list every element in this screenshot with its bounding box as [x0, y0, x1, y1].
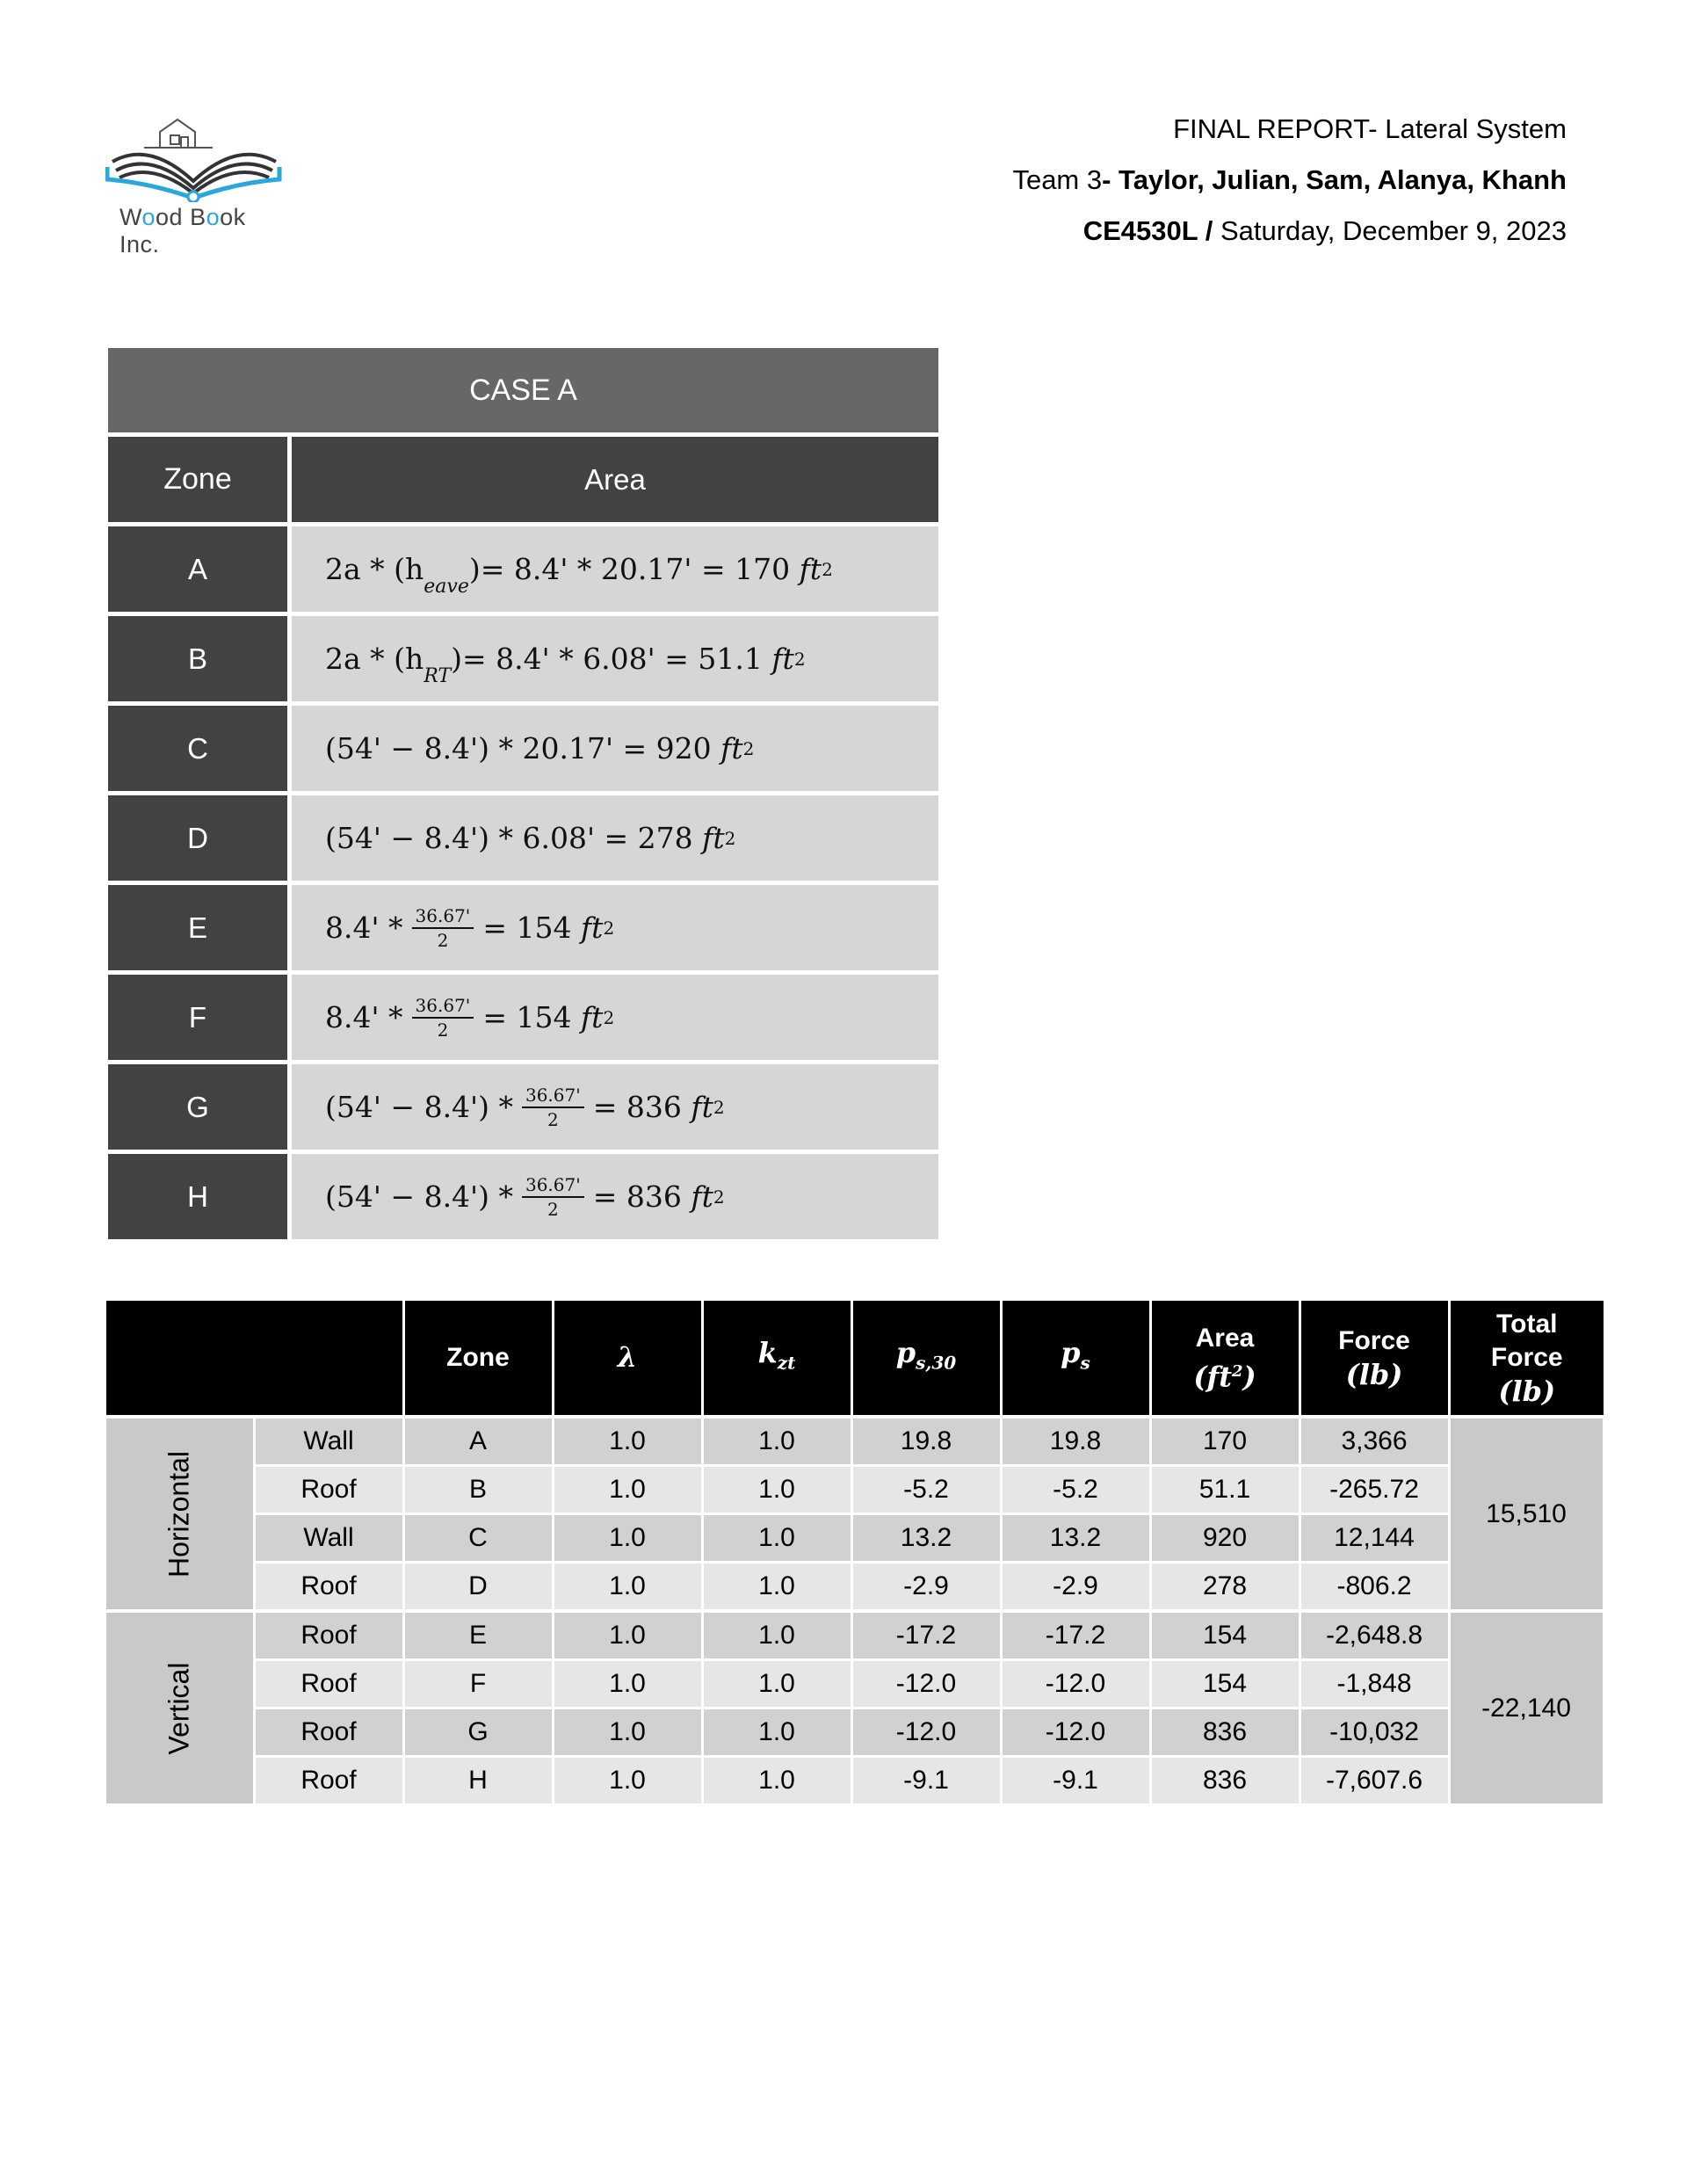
area-col-header: Area $(ft^2)$	[1150, 1301, 1300, 1417]
force-cell: 3,366	[1300, 1417, 1449, 1466]
case-a-title: CASE A	[108, 348, 938, 432]
area-header: Area	[292, 437, 938, 522]
zone-cell: F	[108, 975, 287, 1060]
zone-cell: E	[108, 885, 287, 970]
zone-cell: B	[403, 1466, 553, 1514]
table-row	[106, 1466, 1604, 1514]
total-force-horizontal: 15,510	[1449, 1417, 1604, 1611]
ps-cell: 19.8	[1001, 1417, 1150, 1466]
force-cell: -2,648.8	[1300, 1611, 1449, 1660]
fraction: $\frac{36.67'}{2}$	[522, 1084, 584, 1131]
logo-wordmark: Wood Book Inc.	[119, 204, 246, 258]
surface-cell: Roof	[254, 1466, 403, 1514]
kzt-cell: 1.0	[702, 1611, 851, 1660]
force-cell: -806.2	[1300, 1563, 1449, 1612]
kzt-cell: 1.0	[702, 1660, 851, 1709]
fraction: $\frac{36.67'}{2}$	[412, 904, 474, 952]
area-formula: (54' − 8.4') * 6.08' = 278 ft 2	[292, 795, 938, 881]
force-cell: -7,607.6	[1300, 1757, 1449, 1804]
lambda-col-header: λ	[553, 1301, 702, 1417]
report-title: FINAL REPORT- Lateral System	[1173, 113, 1567, 144]
force-cell: 12,144	[1300, 1514, 1449, 1563]
ps30-cell: -2.9	[851, 1563, 1001, 1612]
kzt-cell: 1.0	[702, 1709, 851, 1757]
area-formula: 2a * (h RT )= 8.4' * 6.08' = 51.1 ft 2	[292, 616, 938, 701]
open-book-house-icon	[105, 105, 290, 202]
ps30-cell: -5.2	[851, 1466, 1001, 1514]
table-header-row	[106, 1301, 1604, 1417]
zone-cell: D	[108, 795, 287, 881]
ps30-cell: -9.1	[851, 1757, 1001, 1804]
force-cell: -10,032	[1300, 1709, 1449, 1757]
group-label-horizontal: Horizontal	[106, 1417, 254, 1611]
lambda-cell: 1.0	[553, 1757, 702, 1804]
ps-cell: -17.2	[1001, 1611, 1150, 1660]
zone-cell: C	[108, 706, 287, 791]
force-col-header: Force (lb)	[1300, 1301, 1449, 1417]
surface-cell: Roof	[254, 1611, 403, 1660]
case-a-header-row	[108, 437, 938, 522]
area-formula: (54' − 8.4') * $\frac{36.67'}{2}$ = 836 ft 2	[292, 1064, 938, 1150]
ps30-col-header: $p_{s,30}$	[851, 1301, 1001, 1417]
area-cell: 170	[1150, 1417, 1300, 1466]
surface-cell: Roof	[254, 1709, 403, 1757]
ps30-cell: -17.2	[851, 1611, 1001, 1660]
table-row	[106, 1757, 1604, 1804]
fraction: $\frac{36.67'}{2}$	[412, 994, 474, 1041]
wind-pressure-table	[106, 1301, 1605, 1803]
area-cell: 920	[1150, 1514, 1300, 1563]
course-date-line: CE4530L / Saturday, December 9, 2023	[1082, 215, 1567, 246]
lambda-cell: 1.0	[553, 1514, 702, 1563]
ps30-cell: 13.2	[851, 1514, 1001, 1563]
area-formula: (54' − 8.4') * 20.17' = 920 ft 2	[292, 706, 938, 791]
case-a-row	[108, 975, 938, 1060]
surface-cell: Roof	[254, 1660, 403, 1709]
lambda-cell: 1.0	[553, 1417, 702, 1466]
case-a-row	[108, 526, 938, 612]
case-a-row	[108, 706, 938, 791]
area-formula: 2a * (h eave )= 8.4' * 20.17' = 170 ft 2	[292, 526, 938, 612]
ps30-cell: -12.0	[851, 1709, 1001, 1757]
area-cell: 836	[1150, 1709, 1300, 1757]
zone-cell: H	[403, 1757, 553, 1804]
case-a-row	[108, 1064, 938, 1150]
ps30-cell: 19.8	[851, 1417, 1001, 1466]
area-formula: 8.4' * $\frac{36.67'}{2}$ = 154 ft 2	[292, 975, 938, 1060]
fraction: $\frac{36.67'}{2}$	[522, 1173, 584, 1221]
team-line: Team 3- Taylor, Julian, Sam, Alanya, Khanh	[1012, 164, 1567, 195]
table-row	[106, 1563, 1604, 1612]
ps-cell: -2.9	[1001, 1563, 1150, 1612]
surface-cell: Wall	[254, 1417, 403, 1466]
zone-cell: B	[108, 616, 287, 701]
lambda-cell: 1.0	[553, 1709, 702, 1757]
ps-cell: 13.2	[1001, 1514, 1150, 1563]
group-label-vertical: Vertical	[106, 1611, 254, 1803]
area-cell: 51.1	[1150, 1466, 1300, 1514]
zone-col-header: Zone	[403, 1301, 553, 1417]
table-row	[106, 1709, 1604, 1757]
zone-cell: A	[403, 1417, 553, 1466]
zone-cell: F	[403, 1660, 553, 1709]
table-row	[106, 1660, 1604, 1709]
kzt-col-header: $k_{zt}$	[702, 1301, 851, 1417]
case-a-row	[108, 885, 938, 970]
table-row	[106, 1514, 1604, 1563]
report-header	[1012, 104, 1567, 257]
lambda-cell: 1.0	[553, 1611, 702, 1660]
total-force-col-header: Total Force (lb)	[1449, 1301, 1604, 1417]
zone-cell: G	[108, 1064, 287, 1150]
surface-cell: Wall	[254, 1514, 403, 1563]
lambda-cell: 1.0	[553, 1660, 702, 1709]
lambda-cell: 1.0	[553, 1466, 702, 1514]
area-formula: 8.4' * $\frac{36.67'}{2}$ = 154 ft 2	[292, 885, 938, 970]
zone-cell: G	[403, 1709, 553, 1757]
blank-header	[106, 1301, 403, 1417]
kzt-cell: 1.0	[702, 1514, 851, 1563]
zone-cell: C	[403, 1514, 553, 1563]
ps-col-header: $p_s$	[1001, 1301, 1150, 1417]
force-cell: -1,848	[1300, 1660, 1449, 1709]
zone-cell: E	[403, 1611, 553, 1660]
case-a-row	[108, 795, 938, 881]
area-cell: 836	[1150, 1757, 1300, 1804]
lambda-cell: 1.0	[553, 1563, 702, 1612]
zone-cell: A	[108, 526, 287, 612]
total-force-vertical: -22,140	[1449, 1611, 1604, 1803]
force-cell: -265.72	[1300, 1466, 1449, 1514]
zone-header: Zone	[108, 437, 287, 522]
table-row	[106, 1611, 1604, 1660]
kzt-cell: 1.0	[702, 1757, 851, 1804]
surface-cell: Roof	[254, 1563, 403, 1612]
kzt-cell: 1.0	[702, 1466, 851, 1514]
ps-cell: -9.1	[1001, 1757, 1150, 1804]
case-a-row	[108, 616, 938, 701]
area-formula: (54' − 8.4') * $\frac{36.67'}{2}$ = 836 ft 2	[292, 1154, 938, 1239]
zone-cell: D	[403, 1563, 553, 1612]
area-cell: 154	[1150, 1660, 1300, 1709]
area-cell: 154	[1150, 1611, 1300, 1660]
surface-cell: Roof	[254, 1757, 403, 1804]
ps-cell: -5.2	[1001, 1466, 1150, 1514]
kzt-cell: 1.0	[702, 1417, 851, 1466]
zone-cell: H	[108, 1154, 287, 1239]
ps-cell: -12.0	[1001, 1709, 1150, 1757]
ps30-cell: -12.0	[851, 1660, 1001, 1709]
kzt-cell: 1.0	[702, 1563, 851, 1612]
company-logo	[105, 105, 290, 258]
area-cell: 278	[1150, 1563, 1300, 1612]
case-a-row	[108, 1154, 938, 1239]
table-row	[106, 1417, 1604, 1466]
ps-cell: -12.0	[1001, 1660, 1150, 1709]
case-a-table	[108, 348, 938, 1239]
